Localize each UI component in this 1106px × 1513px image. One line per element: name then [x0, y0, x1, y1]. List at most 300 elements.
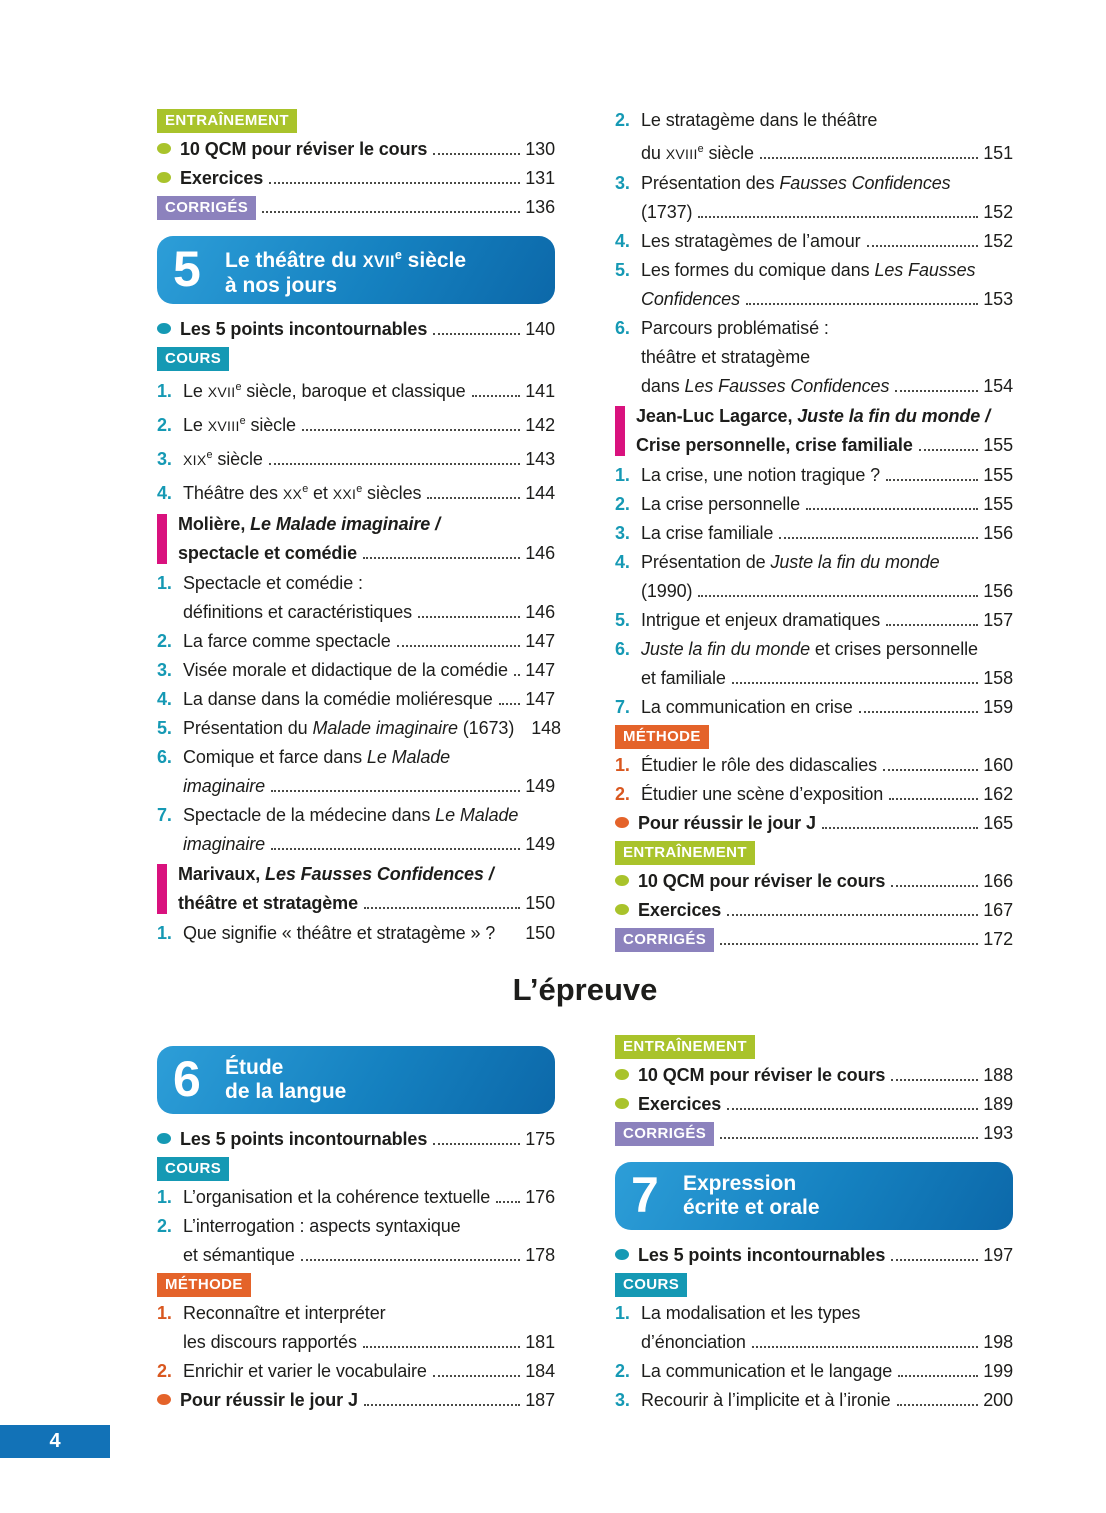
entry-text: Jean-Luc Lagarce, [636, 406, 798, 426]
entry-text: e [239, 415, 246, 427]
entry-text: XXI [332, 486, 357, 502]
toc-item [615, 490, 1013, 519]
toc-item [615, 519, 1013, 548]
bullet-dot-icon [615, 1069, 629, 1080]
entry-text-group [183, 1328, 357, 1357]
entry-text: Molière, [178, 514, 251, 534]
item-number: 1. [615, 755, 630, 775]
page-number: 197 [983, 1245, 1013, 1265]
dot-leader [895, 390, 978, 392]
entry-text: imaginaire [183, 776, 266, 796]
dot-leader [806, 508, 978, 510]
toc-item [615, 751, 1013, 780]
toc-item [615, 577, 1013, 606]
toc-item [615, 198, 1013, 227]
entry-text: Crise personnelle, crise familiale [636, 435, 913, 455]
dot-leader [891, 885, 978, 887]
dot-leader [433, 153, 520, 155]
entry-text: La crise familiale [641, 523, 774, 543]
badge-row [157, 193, 555, 222]
dot-leader [859, 711, 979, 713]
entry-text-group [638, 1061, 885, 1090]
bullet-dot-icon [615, 1249, 629, 1260]
work-lines [178, 510, 555, 568]
entry-text-group [183, 1241, 295, 1270]
page-number: 178 [525, 1245, 555, 1265]
item-number: 4. [615, 552, 630, 572]
entry-text-group [641, 519, 773, 548]
toc-item [615, 1299, 1013, 1328]
item-number: 2. [615, 784, 630, 804]
entry-text: Les formes du comique dans [641, 260, 875, 280]
page-number: 146 [525, 602, 555, 622]
entry-text: XVIII [665, 146, 698, 162]
toc-bottom-left-column [157, 1032, 555, 1415]
entry-text: siècle [401, 248, 467, 272]
dot-leader [496, 1201, 520, 1203]
work-bar-icon [157, 514, 167, 564]
entry-text: Les Fausses Confidences [684, 376, 890, 396]
dot-leader [886, 624, 978, 626]
dot-leader [472, 395, 521, 397]
dot-leader [898, 1375, 978, 1377]
dot-leader [822, 827, 978, 829]
page-number: 150 [525, 893, 555, 913]
bullet-dot-icon [615, 904, 629, 915]
page-number: 136 [525, 197, 555, 217]
toc-item [157, 801, 555, 830]
toc-item [157, 1299, 555, 1328]
entry-text-group [641, 372, 889, 401]
entry-text: Les 5 points incontournables [638, 1245, 886, 1265]
page-number: 189 [983, 1094, 1013, 1114]
work-line [636, 431, 1013, 460]
entry-text: imaginaire [183, 834, 266, 854]
dot-leader [720, 1137, 978, 1139]
toc-item [615, 285, 1013, 314]
entry-text-group [178, 860, 494, 889]
dot-leader [727, 914, 978, 916]
item-number: 6. [157, 747, 172, 767]
entry-text: Les 5 points incontournables [180, 319, 428, 339]
entry-text: XVII [207, 384, 236, 400]
section-heading: L’épreuve [512, 972, 658, 1007]
chapter-header [157, 1046, 555, 1114]
chapter-number: 6 [173, 1051, 201, 1107]
page-number: 159 [983, 697, 1013, 717]
entry-text-group [183, 627, 391, 656]
entry-text: Visée morale et didactique de la comédie [183, 660, 508, 680]
work-lines [636, 402, 1013, 460]
page-number: 131 [525, 168, 555, 188]
section-badge: MÉTHODE [157, 1273, 251, 1297]
entry-text: (1673) [457, 718, 515, 738]
entry-text: Le stratagème dans le théâtre [641, 110, 878, 130]
entry-text-group [641, 664, 726, 693]
toc-item [157, 685, 555, 714]
section-badge: ENTRAÎNEMENT [615, 1035, 755, 1059]
work-entry [615, 402, 1013, 460]
entry-text-group [638, 1090, 721, 1119]
item-number: 6. [615, 318, 630, 338]
dot-leader [269, 463, 521, 465]
page-number: 165 [983, 813, 1013, 833]
entry-text: Exercices [638, 900, 722, 920]
toc-item [157, 135, 555, 164]
item-number: 3. [615, 523, 630, 543]
dot-leader [779, 537, 978, 539]
toc-item [157, 772, 555, 801]
entry-text-group [641, 343, 810, 372]
toc-item [615, 314, 1013, 343]
entry-text: Le Malade [435, 805, 519, 825]
toc-item [615, 867, 1013, 896]
item-number: 4. [157, 689, 172, 709]
entry-text: Le [183, 381, 208, 401]
page-number: 200 [983, 1390, 1013, 1410]
bullet-dot-icon [615, 875, 629, 886]
chapter-title-line [683, 1172, 820, 1196]
item-number: 2. [157, 415, 172, 435]
toc-item [615, 1357, 1013, 1386]
item-number: 2. [157, 1361, 172, 1381]
entry-text: de la langue [225, 1080, 347, 1103]
toc-item [157, 1357, 555, 1386]
entry-text: La farce comme spectacle [183, 631, 391, 651]
entry-text-group [641, 314, 829, 343]
work-bar-icon [615, 406, 625, 456]
section-badge: ENTRAÎNEMENT [157, 109, 297, 133]
toc-item [615, 548, 1013, 577]
item-number: 1. [157, 381, 172, 401]
page-number: 181 [525, 1332, 555, 1352]
entry-text-group [178, 539, 357, 568]
toc-item [615, 1090, 1013, 1119]
toc-item [157, 1125, 555, 1154]
page-number: 140 [525, 319, 555, 339]
dot-leader [499, 703, 521, 705]
item-number: 2. [157, 631, 172, 651]
entry-text: Enrichir et varier le vocabulaire [183, 1361, 427, 1381]
entry-text: les discours rapportés [183, 1332, 357, 1352]
entry-text-group [178, 510, 440, 539]
entry-text-group [183, 1357, 427, 1386]
entry-text: et sémantique [183, 1245, 295, 1265]
dot-leader [897, 1404, 979, 1406]
toc-item [157, 1212, 555, 1241]
entry-text: Malade imaginaire [312, 718, 458, 738]
entry-text: 10 QCM pour réviser le cours [638, 1065, 886, 1085]
entry-text: Reconnaître et interpréter [183, 1303, 386, 1323]
toc-item [157, 164, 555, 193]
entry-text: Marivaux, [178, 864, 266, 884]
page-number: 172 [983, 929, 1013, 949]
entry-text: e [356, 483, 363, 495]
chapter-title [683, 1172, 820, 1220]
entry-text: e [235, 381, 242, 393]
page-number: 147 [525, 660, 555, 680]
toc-item [157, 919, 555, 948]
dot-leader [397, 645, 521, 647]
toc-top-columns [157, 106, 1013, 954]
entry-text: e [302, 483, 309, 495]
entry-text: Étudier une scène d’exposition [641, 784, 884, 804]
entry-text: XX [282, 486, 303, 502]
entry-text-group [180, 164, 263, 193]
toc-bottom-right-column [615, 1032, 1013, 1415]
toc-item [157, 315, 555, 344]
badge-row [157, 1154, 555, 1183]
dot-leader [727, 1108, 978, 1110]
dot-leader [698, 595, 978, 597]
chapter-title-line [683, 1196, 820, 1220]
entry-text: siècle [212, 449, 263, 469]
page-number: 152 [983, 231, 1013, 251]
dot-leader [891, 1079, 978, 1081]
toc-item [615, 343, 1013, 372]
page-number: 193 [983, 1123, 1013, 1143]
toc-item [157, 441, 555, 475]
toc-bottom-columns [157, 1032, 1013, 1415]
page-number: 155 [983, 435, 1013, 455]
entry-text-group [641, 1357, 892, 1386]
item-number: 1. [157, 1187, 172, 1207]
entry-text-group [641, 577, 692, 606]
chapter-title-line [225, 1056, 346, 1080]
entry-text-group [183, 373, 466, 407]
entry-text-group [183, 407, 296, 441]
page-number: 154 [983, 376, 1013, 396]
work-bar-icon [157, 864, 167, 914]
entry-text: spectacle et comédie [178, 543, 358, 563]
dot-leader [302, 429, 520, 431]
entry-text: Le Malade imaginaire / [250, 514, 440, 534]
entry-text: Étude [225, 1056, 284, 1079]
item-number: 3. [615, 173, 630, 193]
toc-item [157, 475, 555, 509]
page-number: 153 [983, 289, 1013, 309]
toc-item [615, 1241, 1013, 1270]
entry-text-group [641, 106, 877, 135]
toc-item [615, 664, 1013, 693]
entry-text: La communication et le langage [641, 1361, 893, 1381]
entry-text: Parcours problématisé : [641, 318, 829, 338]
entry-text: (1990) [641, 581, 693, 601]
section-badge: COURS [615, 1273, 687, 1297]
entry-text-group [641, 780, 883, 809]
toc-item [615, 106, 1013, 135]
entry-text-group [183, 1299, 386, 1328]
item-number: 2. [157, 1216, 172, 1236]
entry-text: e [206, 449, 213, 461]
entry-text-group [641, 490, 800, 519]
page-number: 160 [983, 755, 1013, 775]
entry-text: théâtre et stratagème [178, 893, 358, 913]
section-badge: MÉTHODE [615, 725, 709, 749]
entry-text-group [638, 896, 721, 925]
section-badge: COURS [157, 1157, 229, 1181]
chapter-header [157, 236, 555, 304]
chapter-header [615, 1162, 1013, 1230]
badge-row [157, 1270, 555, 1299]
entry-text: siècle [703, 143, 754, 163]
entry-text-group [180, 1386, 358, 1415]
work-line [178, 510, 555, 539]
entry-text-group [641, 227, 861, 256]
item-number: 2. [615, 110, 630, 130]
work-lines [178, 860, 555, 918]
toc-item [615, 606, 1013, 635]
badge-row [615, 722, 1013, 751]
dot-leader [891, 1259, 978, 1261]
page-number: 175 [525, 1129, 555, 1149]
work-line [178, 539, 555, 568]
page-number: 166 [983, 871, 1013, 891]
page-number: 187 [525, 1390, 555, 1410]
entry-text: Comique et farce dans [183, 747, 367, 767]
toc-item [157, 656, 555, 685]
entry-text-group [641, 1386, 891, 1415]
item-number: 1. [157, 923, 172, 943]
toc-item [157, 598, 555, 627]
chapter-title-line [225, 1080, 346, 1104]
dot-leader [433, 333, 520, 335]
page-number: 142 [525, 415, 555, 435]
dot-leader [262, 211, 520, 213]
item-number: 1. [157, 1303, 172, 1323]
entry-text-group [641, 461, 880, 490]
bullet-dot-icon [157, 323, 171, 334]
work-line [178, 860, 555, 889]
dot-leader [363, 557, 520, 559]
badge-row [615, 1270, 1013, 1299]
badge-row [615, 838, 1013, 867]
toc-item [157, 1183, 555, 1212]
page-number: 158 [983, 668, 1013, 688]
entry-text: Le théâtre du [225, 248, 363, 272]
dot-leader [271, 790, 520, 792]
page-number: 184 [525, 1361, 555, 1381]
entry-text: Pour réussir le jour J [638, 813, 816, 833]
page-number: 167 [983, 900, 1013, 920]
entry-text-group [641, 751, 877, 780]
toc-item [615, 780, 1013, 809]
dot-leader [514, 674, 520, 676]
entry-text-group [183, 569, 363, 598]
entry-text: du [641, 143, 666, 163]
entry-text: Que signifie « théâtre et stratagème » ? [183, 923, 496, 943]
entry-text: Spectacle et comédie : [183, 573, 363, 593]
section-badge: CORRIGÉS [157, 196, 256, 220]
entry-text: Le Malade [366, 747, 451, 767]
toc-item [157, 743, 555, 772]
badge-row [157, 344, 555, 373]
entry-text: à nos jours [225, 273, 338, 297]
item-number: 1. [157, 573, 172, 593]
item-number: 3. [615, 1390, 630, 1410]
toc-content [157, 106, 1013, 1415]
dot-leader [919, 449, 979, 451]
chapter-number: 5 [173, 241, 201, 297]
toc-item [615, 809, 1013, 838]
page-number: 199 [983, 1361, 1013, 1381]
entry-text: définitions et caractéristiques [183, 602, 413, 622]
entry-text: Fausses Confidences [779, 173, 951, 193]
entry-text: siècle [245, 415, 296, 435]
entry-text: siècles [362, 483, 422, 503]
bullet-dot-icon [615, 1098, 629, 1109]
entry-text-group [183, 685, 493, 714]
entry-text: Les stratagèmes de l’amour [641, 231, 861, 251]
entry-text: e [394, 247, 402, 262]
work-line [636, 402, 1013, 431]
entry-text: théâtre et stratagème [641, 347, 810, 367]
entry-text-group [641, 256, 975, 285]
entry-text-group [180, 315, 427, 344]
entry-text: Expression [683, 1172, 797, 1195]
entry-text: La crise, une notion tragique ? [641, 465, 881, 485]
entry-text: siècle, baroque et classique [241, 381, 466, 401]
entry-text-group [180, 1125, 427, 1154]
entry-text-group [183, 598, 412, 627]
entry-text: XIX [183, 452, 207, 468]
toc-item [157, 407, 555, 441]
bullet-dot-icon [157, 143, 171, 154]
dot-leader [301, 1259, 520, 1261]
page-number: 149 [525, 776, 555, 796]
page-number: 130 [525, 139, 555, 159]
chapter-title-line [225, 243, 466, 274]
entry-text: XVIII [207, 418, 240, 434]
entry-text-group [636, 402, 990, 431]
bullet-dot-icon [157, 1394, 171, 1405]
entry-text-group [641, 635, 978, 664]
entry-text-group [641, 285, 740, 314]
toc-item [615, 1386, 1013, 1415]
item-number: 2. [615, 494, 630, 514]
section-badge: COURS [157, 347, 229, 371]
section-badge: ENTRAÎNEMENT [615, 841, 755, 865]
item-number: 3. [157, 660, 172, 680]
chapter-title [225, 1056, 346, 1104]
item-number: 5. [157, 718, 172, 738]
page-number: 188 [983, 1065, 1013, 1085]
entry-text: Les Fausses [874, 260, 976, 280]
entry-text: Confidences [641, 289, 740, 309]
dot-leader [418, 616, 520, 618]
entry-text: Présentation de [641, 552, 771, 572]
entry-text-group [180, 135, 427, 164]
dot-leader [760, 157, 978, 159]
item-number: 5. [615, 260, 630, 280]
item-number: 7. [615, 697, 630, 717]
toc-item [157, 569, 555, 598]
entry-text-group [641, 135, 754, 169]
page-number: 162 [983, 784, 1013, 804]
entry-text-group [183, 475, 421, 509]
entry-text: Le [183, 415, 208, 435]
toc-item [157, 373, 555, 407]
entry-text-group [641, 548, 940, 577]
chapter-title [225, 243, 466, 298]
toc-item [615, 1328, 1013, 1357]
badge-row [157, 106, 555, 135]
page-number: 148 [531, 718, 561, 738]
entry-text-group [641, 606, 880, 635]
entry-text: La communication en crise [641, 697, 853, 717]
toc-item [615, 227, 1013, 256]
dot-leader [364, 1404, 520, 1406]
